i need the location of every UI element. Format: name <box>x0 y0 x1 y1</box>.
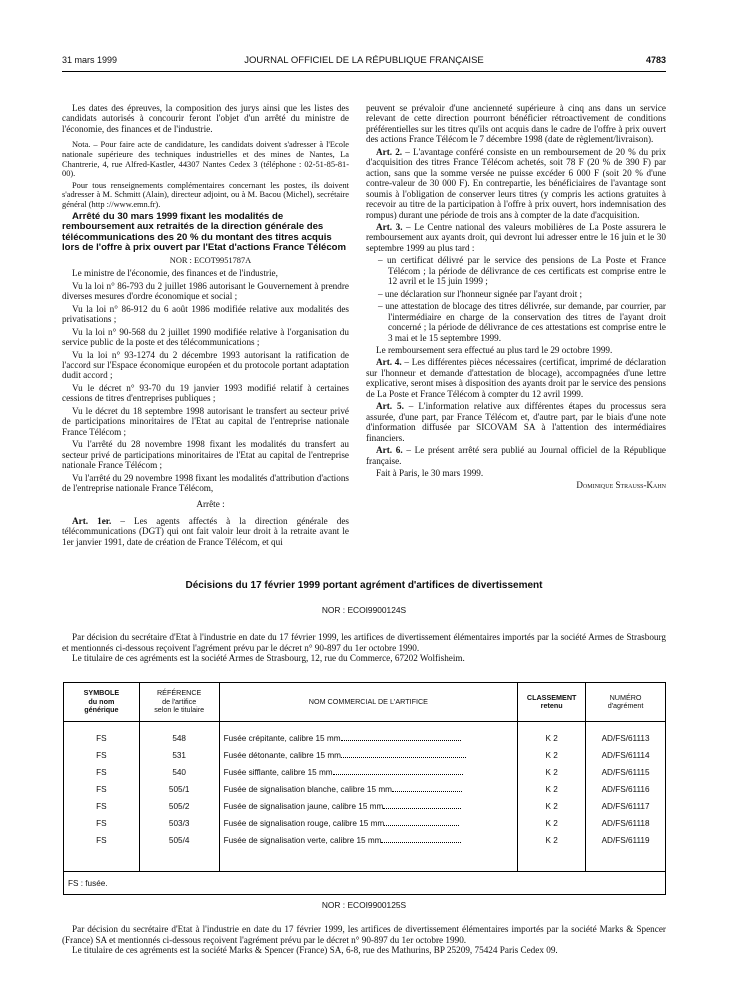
right-column <box>366 103 666 493</box>
fireworks-table <box>63 682 666 895</box>
column-header: RÉFÉRENCE de l'artifice selon le titulaire <box>139 683 219 722</box>
visa: Vu le décret n° 93-70 du 19 janvier 1993 modifié relatif à certaines cessions de titres d'entreprises publiques ; <box>62 382 349 404</box>
table-row <box>64 764 666 781</box>
name-cell <box>219 764 518 781</box>
reference-cell: 505/2 <box>139 798 219 815</box>
article-4 <box>366 357 666 399</box>
name-cell <box>219 815 518 832</box>
article-1 <box>62 516 349 547</box>
table-footnote: FS : fusée. <box>64 872 666 895</box>
article-label: Art. 6. <box>376 445 403 456</box>
decision-text <box>62 924 666 956</box>
column-header: CLASSEMENT retenu <box>518 683 586 722</box>
article-label: Art. 2. <box>376 146 403 157</box>
page-number: 4783 <box>645 55 666 65</box>
paragraph: Les dates des épreuves, la composition des jurys ainsi que les listes des candidats autorisés à concourir feront l'objet d'un arrêté du ministre de l'économie, des finances et de l'industrie. <box>62 103 349 134</box>
article-text: – Le Centre national des valeurs mobilières de La Poste assurera le remboursement aux ayants droit, qui devront lui adresser entre le 16 juin et le 30 septembre 1999 au plus tard : <box>366 221 666 253</box>
table-row <box>64 815 666 832</box>
signatory: Dominique Strauss-Kahn <box>576 480 666 491</box>
visa: Vu la loi n° 86-912 du 6 août 1986 modifiée relative aux modalités des privatisations ; <box>62 303 349 325</box>
name-text: Fusée de signalisation jaune, calibre 15 mm <box>223 802 384 811</box>
class-cell: K 2 <box>518 781 586 798</box>
table-row <box>64 832 666 849</box>
signature-place-date: Fait à Paris, le 30 mars 1999. <box>376 467 484 478</box>
nor-reference: NOR : ECOI9900125S <box>321 900 407 910</box>
reference-cell: 531 <box>139 747 219 764</box>
symbol-cell: FS <box>64 832 140 849</box>
symbol-cell: FS <box>64 815 140 832</box>
column-header: SYMBOLE du nom générique <box>64 683 140 722</box>
class-cell: K 2 <box>518 764 586 781</box>
article-label: Art. 5. <box>376 401 404 412</box>
class-cell: K 2 <box>518 747 586 764</box>
list-item: – une attestation de blocage des titres délivrée, sur demande, par courrier, par l'intermédiaire en charge de la conservation des titres de l'ayant droit concerné ; la période de délivrance de ces attestations est comprise entre le 3 mai et le 15 septembre 1999. <box>378 301 666 343</box>
name-cell <box>219 832 518 849</box>
visa: Le ministre de l'économie, des finances et de l'industrie, <box>72 268 278 279</box>
reference-cell: 548 <box>139 730 219 747</box>
name-text: Fusée crépitante, calibre 15 mm <box>223 734 341 743</box>
paragraph: Par décision du secrétaire d'Etat à l'industrie en date du 17 février 1999, les artifices de divertissement élémentaires importés par la société Armes de Strasbourg et mentionnés ci-dessous reçoivent l'agrément prévu par le décret n° 90-897 du 1er octobre 1990. <box>62 632 666 653</box>
number-cell: AD/FS/61116 <box>586 781 666 798</box>
class-cell: K 2 <box>518 730 586 747</box>
table-footnote-row <box>64 872 666 895</box>
name-text: Fusée sifflante, calibre 15 mm <box>223 768 333 777</box>
number-cell: AD/FS/61118 <box>586 815 666 832</box>
number-cell: AD/FS/61115 <box>586 764 666 781</box>
number-cell: AD/FS/61117 <box>586 798 666 815</box>
table-row <box>64 730 666 747</box>
column-header: NOM COMMERCIAL DE L'ARTIFICE <box>219 683 518 722</box>
paragraph: peuvent se prévaloir d'une ancienneté supérieure à cinq ans dans un service relevant de cette direction pourront bénéficier rétroactivement de conditions préférentielles sur les titres qu'ils ont acquis dans le cadre de l'offre à prix ouvert des actions France Télécom le 7 décembre 1998 (date de règlement/livraison). <box>366 103 666 145</box>
paragraph: Le remboursement sera effectué au plus tard le 29 octobre 1999. <box>376 344 613 355</box>
name-cell <box>219 781 518 798</box>
article-text: – L'avantage conféré consiste en un remboursement de 20 % du prix d'acquisition des titres France Télécom achetés, soit 78 F (20 % de 390 F) par action, sans que la somme versée ne puisse excéder 6 000 F (soit 20 % d'une contre-valeur de 30 000 F). En contrepartie, les bénéficiaires de l'avantage sont soumis à l'obligation de conserver leurs titres (y compris les actions gratuites à recevoir au titre de la participation à l'offre à prix ouvert, hors indemnisation des rompus) durant une période de trois ans à compter de la date d'acquisition. <box>366 146 666 220</box>
reference-cell: 505/1 <box>139 781 219 798</box>
article-5 <box>366 401 666 443</box>
symbol-cell: FS <box>64 781 140 798</box>
name-text: Fusée de signalisation verte, calibre 15 mm <box>223 836 382 845</box>
class-cell: K 2 <box>518 798 586 815</box>
visa: Vu la loi n° 86-793 du 2 juillet 1986 autorisant le Gouvernement à prendre diverses mesures d'ordre économique et social ; <box>62 280 349 302</box>
name-cell <box>219 747 518 764</box>
decision-text <box>62 632 666 664</box>
header-date: 31 mars 1999 <box>62 55 118 65</box>
visa: Vu la loi n° 90-568 du 2 juillet 1990 modifiée relative à l'organisation du service public de la poste et des télécommunications ; <box>62 326 349 348</box>
reference-cell: 540 <box>139 764 219 781</box>
section-title: Décisions du 17 février 1999 portant agrément d'artifices de divertissement <box>185 580 543 591</box>
name-cell <box>219 798 518 815</box>
class-cell: K 2 <box>518 815 586 832</box>
page-header <box>62 55 666 69</box>
name-text: Fusée de signalisation blanche, calibre 15 mm <box>223 785 392 794</box>
article-text: – Les agents affectés à la direction générale des télécommunications (DGT) qui ont fait valoir leur droit à la retraite avant le 1er janvier 1991, date de création de France Télécom, et qui <box>62 515 349 547</box>
name-cell <box>219 730 518 747</box>
article-text: – Le présent arrêté sera publié au Journal officiel de la République française. <box>366 445 666 466</box>
decree-title: Arrêté du 30 mars 1999 fixant les modalités de remboursement aux retraités de la direction générale des télécommunications des 20 % du montant des titres acquis lors de l'offre à prix ouvert par l'Etat d'actions France Télécom <box>62 210 347 254</box>
number-cell: AD/FS/61119 <box>586 832 666 849</box>
symbol-cell: FS <box>64 747 140 764</box>
article-3 <box>366 222 666 253</box>
article-6 <box>366 445 666 466</box>
number-cell: AD/FS/61114 <box>586 747 666 764</box>
nota: Nota. – Pour faire acte de candidature, les candidats doivent s'adresser à l'Ecole nationale supérieure des techniques industrielles et des mines de Nantes, La Chantrerie, 4, rue Alfred-Kastler, 44307 Nantes Cedex 3 (téléphone : 02-51-85-81-00). <box>62 140 349 179</box>
nota-contact: Pour tous renseignements complémentaires concernant les postes, ils doivent s'adresser à M. Schmitt (Alain), directeur adjoint, ou à M. Bacou (Michel), secrétaire général (http ://www.emn.fr). <box>62 180 349 209</box>
table-row <box>64 747 666 764</box>
visa: Vu l'arrêté du 29 novembre 1998 fixant les modalités d'attribution d'actions de l'entreprise nationale France Télécom, <box>62 472 349 493</box>
arrete-label: Arrête : <box>196 499 225 510</box>
paragraph: Par décision du secrétaire d'Etat à l'industrie en date du 17 février 1999, les artifices de divertissement élémentaires importés par la société Marks & Spencer (France) SA et mentionnés ci-dessous reçoivent l'agrément prévu par le décret n° 90-897 du 1er octobre 1990. <box>62 924 666 945</box>
article-label: Art. 3. <box>376 221 403 232</box>
number-cell: AD/FS/61113 <box>586 730 666 747</box>
article-text: – Les différentes pièces nécessaires (certificat, imprimé de déclaration sur l'honneur et demande d'attestation de blocage), accompagnées d'une lettre explicative, seront mises à disposition des ayants droit par le service des pensions de La Poste et France Télécom à compter du 12 avril 1999. <box>366 357 666 399</box>
paragraph: Le titulaire de ces agréments est la société Marks & Spencer (France) SA, 6-8, rue des Mathurins, BP 25209, 75424 Paris Cedex 09. <box>72 945 558 956</box>
nor-reference: NOR : ECOI9900124S <box>321 605 407 615</box>
reference-cell: 505/4 <box>139 832 219 849</box>
symbol-cell: FS <box>64 764 140 781</box>
symbol-cell: FS <box>64 798 140 815</box>
visa: Vu la loi n° 93-1274 du 2 décembre 1993 autorisant la ratification de l'accord sur l'Espace économique européen et du protocole portant adaptation dudit accord ; <box>62 349 349 381</box>
article-2 <box>366 147 666 220</box>
visa: Vu l'arrêté du 28 novembre 1998 fixant les modalités du transfert au secteur privé de participations minoritaires de l'Etat au capital de l'entreprise nationale France Télécom ; <box>62 439 349 471</box>
table-header-row <box>64 683 666 722</box>
nor-reference: NOR : ECOT9951787A <box>169 255 252 265</box>
symbol-cell: FS <box>64 730 140 747</box>
paragraph: Le titulaire de ces agréments est la société Armes de Strasbourg, 12, rue du Commerce, 67202 Wolfisheim. <box>72 653 465 664</box>
name-text: Fusée détonante, calibre 15 mm <box>223 751 341 760</box>
list-item: – une déclaration sur l'honneur signée par l'ayant droit ; <box>378 288 583 299</box>
visa: Vu le décret du 18 septembre 1998 autorisant le transfert au secteur privé de participations minoritaires de l'Etat au capital de l'entreprise nationale France Télécom ; <box>62 405 349 437</box>
article-label: Art. 1er. <box>72 515 112 526</box>
list-item: – un certificat délivré par le service des pensions de La Poste et France Télécom ; la période de délivrance de ces certificats est comprise entre le 12 avril et le 15 juin 1999 ; <box>378 255 666 287</box>
article-text: – L'information relative aux différentes étapes du processus sera assurée, d'une part, par France Télécom et, d'autre part, par le biais d'une note d'information diffusée par SICOVAM SA à l'attention des intermédiaires financiers. <box>366 401 666 443</box>
left-column <box>62 103 349 549</box>
reference-cell: 503/3 <box>139 815 219 832</box>
header-rule <box>62 71 666 72</box>
article-label: Art. 4. <box>376 357 402 368</box>
column-header: NUMÉRO d'agrément <box>586 683 666 722</box>
class-cell: K 2 <box>518 832 586 849</box>
table-row <box>64 781 666 798</box>
table-row <box>64 798 666 815</box>
name-text: Fusée de signalisation rouge, calibre 15 mm <box>223 819 385 828</box>
journal-title: JOURNAL OFFICIEL DE LA RÉPUBLIQUE FRANÇAISE <box>244 55 484 66</box>
